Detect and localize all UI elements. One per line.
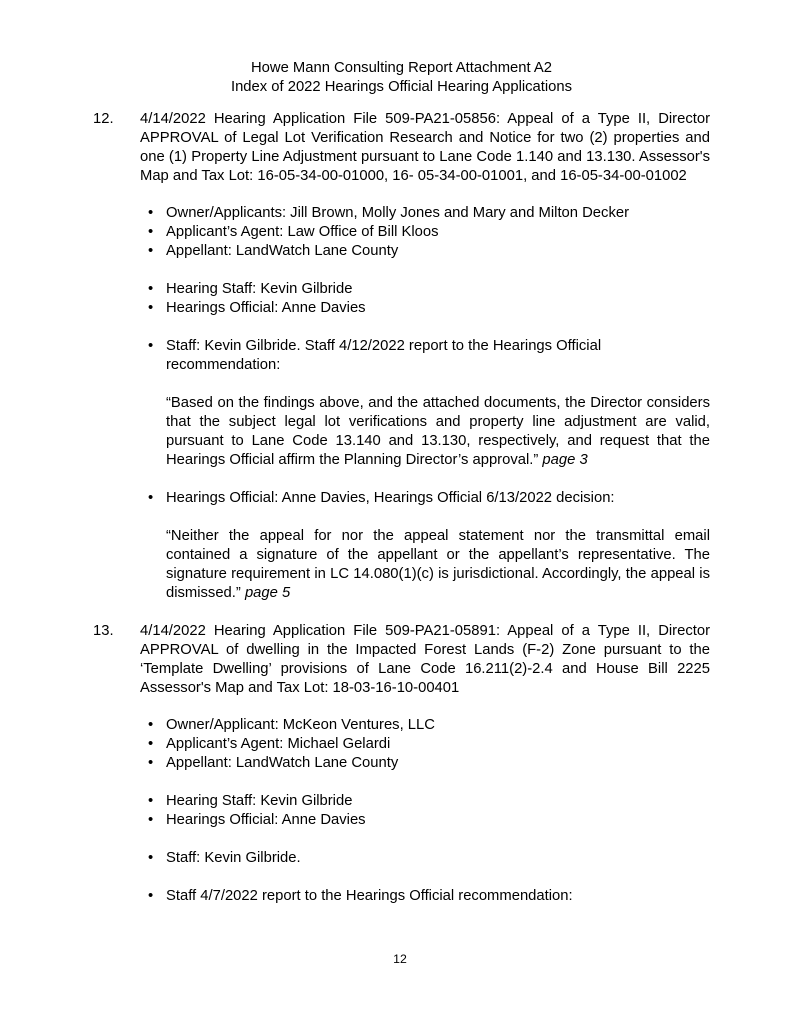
hearing-item-13: [93, 622, 710, 906]
item-heading-text: 4/14/2022 Hearing Application File 509-PA21-05891: Appeal of a Type II, Director APPROVAL of dwelling in the Impacted Forest Lands (F-2) Zone pursuant to the ‘Template Dwelling’ provisions of Lane Code 16.211(2)-2.4 and House Bill 2225 Assessor's Map and Tax Lot: 18-03-16-10-00401: [140, 623, 710, 696]
hearing-staff-bullet: • Hearing Staff: Kevin Gilbride: [166, 792, 710, 811]
item-heading-text: 4/14/2022 Hearing Application File 509-PA21-05856: Appeal of a Type II, Director APPROVAL of Legal Lot Verification Research and Notice for two (2) properties and one (1) Property Line Adjustment pursuant to Lane Code 1.140 and 13.130. Assessor's Map and Tax Lot: 16-05-34-00-01000, 16- 05-34-00-01001, and 16-05-34-00-01002: [140, 111, 710, 184]
item-12-heading: [93, 110, 710, 186]
report-subtitle: Index of 2022 Hearings Official Hearing Applications: [230, 79, 573, 95]
decision-list: [93, 489, 710, 508]
applicant-agent-bullet: • Applicant’s Agent: Law Office of Bill Kloos: [166, 223, 710, 242]
hearings-official-bullet: • Hearings Official: Anne Davies: [166, 811, 710, 830]
staffing-list: [93, 280, 710, 318]
quote-text: “Based on the findings above, and the attached documents, the Director considers that the subject legal lot verifications and property line adjustment are valid, pursuant to Lane Code 13.140 and 13.130, respectively, and request that the Hearings Official affirm the Planning Director’s approval.”: [166, 395, 710, 468]
item-13-heading: [93, 622, 710, 698]
owner-applicants-bullet: • Owner/Applicants: Jill Brown, Molly Jones and Mary and Milton Decker: [166, 204, 710, 223]
parties-list: [93, 204, 710, 261]
staff-report-quote: [166, 394, 710, 470]
quote-text: “Neither the appeal for nor the appeal statement nor the transmittal email contained a signature of the appellant or the appellant’s representative. The signature requirement in LC 14.080(1)(c) is jurisdictional. Accordingly, the appeal is dismissed.”: [166, 528, 710, 601]
document-header: [93, 59, 710, 97]
staff-bullet: • Staff: Kevin Gilbride.: [166, 849, 710, 868]
hearing-item-12: [93, 110, 710, 603]
staff-list: [93, 849, 710, 868]
decision-bullet: • Hearings Official: Anne Davies, Hearings Official 6/13/2022 decision:: [166, 489, 710, 508]
staff-report-bullet: • Staff: Kevin Gilbride. Staff 4/12/2022 report to the Hearings Official recommendation:: [166, 337, 710, 375]
quote-page-ref: page 5: [244, 585, 291, 601]
item-number: 13.: [93, 623, 114, 639]
staff-report-list: [93, 337, 710, 375]
quote-page-ref: page 3: [542, 452, 588, 468]
hearing-staff-bullet: • Hearing Staff: Kevin Gilbride: [166, 280, 710, 299]
item-number: 12.: [93, 111, 114, 127]
hearings-official-bullet: • Hearings Official: Anne Davies: [166, 299, 710, 318]
staff-report-bullet: • Staff 4/7/2022 report to the Hearings Official recommendation:: [166, 887, 710, 906]
decision-quote: [166, 527, 710, 603]
parties-list: [93, 716, 710, 773]
staffing-list: [93, 792, 710, 830]
page-number: 12: [393, 952, 407, 966]
report-title: Howe Mann Consulting Report Attachment A2: [250, 60, 553, 76]
staff-report-list: [93, 887, 710, 906]
appellant-bullet: • Appellant: LandWatch Lane County: [166, 754, 710, 773]
appellant-bullet: • Appellant: LandWatch Lane County: [166, 242, 710, 261]
applicant-agent-bullet: • Applicant’s Agent: Michael Gelardi: [166, 735, 710, 754]
owner-applicant-bullet: • Owner/Applicant: McKeon Ventures, LLC: [166, 716, 710, 735]
